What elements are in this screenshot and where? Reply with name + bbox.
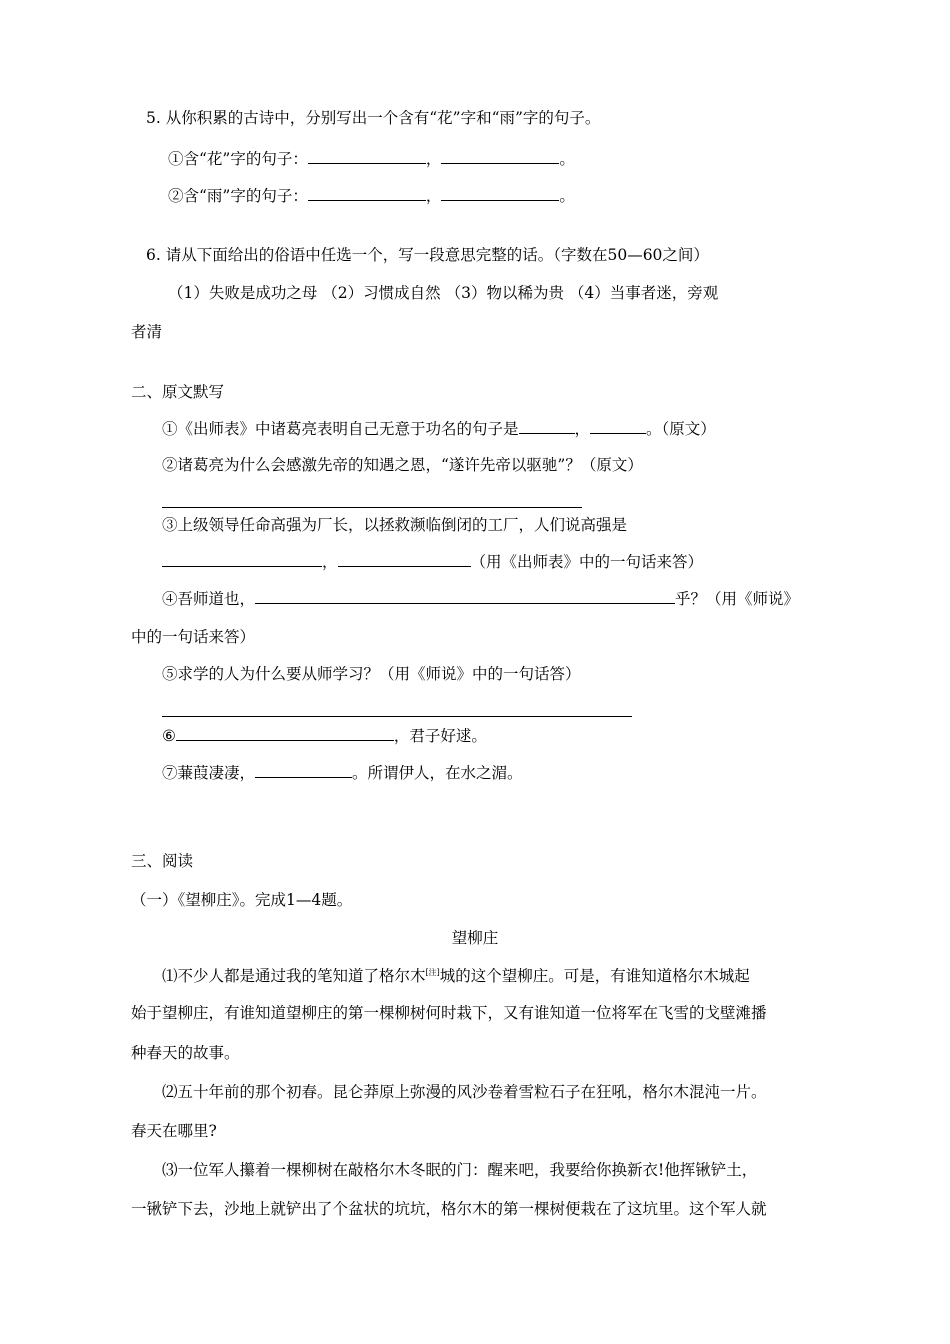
answer-blank[interactable]: [255, 762, 352, 778]
text: 城的这个望柳庄。可是，有谁知道格尔木城起: [439, 967, 750, 985]
answer-blank[interactable]: [308, 185, 426, 201]
answer-blank[interactable]: [338, 551, 471, 567]
q5-stem: 5. 从你积累的古诗中，分别写出一个含有“花”字和“雨”字的句子。: [146, 109, 601, 127]
section-3-heading: 三、阅读: [131, 852, 194, 870]
answer-blank[interactable]: [308, 148, 426, 164]
comma: ，: [574, 420, 591, 438]
footnote-marker: [注]: [425, 968, 440, 977]
comma: ，: [425, 187, 442, 205]
s2-item-3-answer: [162, 551, 703, 572]
period: 。: [559, 187, 575, 205]
answer-blank[interactable]: [255, 588, 675, 604]
passage-title: 望柳庄: [451, 929, 499, 947]
comma: ，: [425, 150, 442, 168]
section-2-heading: 二、原文默写: [131, 383, 225, 401]
answer-blank[interactable]: [590, 418, 646, 434]
q6-options: （1）失败是成功之母 （2）习惯成自然 （3）物以稀为贵 （4）当事者迷，旁观: [168, 284, 719, 302]
s2-item-4-suffix: 乎？（用《师说》: [675, 590, 800, 608]
q5-answer-2-label: ②含“雨”字的句子：: [168, 187, 308, 205]
paragraph-3-line-1: ⑶一位军人攥着一棵柳树在敲格尔木冬眠的门：醒来吧，我要给你换新衣!他挥锹铲土，: [162, 1161, 758, 1179]
s2-item-6-marker: ⑥: [162, 727, 176, 745]
q6-stem: 6. 请从下面给出的俗语中任选一个，写一段意思完整的话。（字数在50—60之间）: [146, 246, 709, 264]
paragraph-2-line-1: ⑵五十年前的那个初春。昆仑莽原上弥漫的风沙卷着雪粒石子在狂吼，格尔木混沌一片。: [162, 1083, 767, 1101]
s2-item-1-suffix: 。（原文）: [646, 420, 716, 438]
q5-answer-1-label: ①含“花”字的句子：: [168, 150, 308, 168]
s2-item-7-suffix: 。所谓伊人，在水之湄。: [352, 764, 523, 782]
answer-blank[interactable]: [162, 551, 322, 567]
paragraph-2-line-2: 春天在哪里?: [131, 1122, 217, 1140]
paragraph-3-line-2: 一锹铲下去，沙地上就铲出了个盆状的坑坑，格尔木的第一棵树便栽在了这坑里。这个军人就: [131, 1200, 767, 1218]
text: ⑴不少人都是通过我的笔知道了格尔木: [162, 967, 426, 985]
paragraph-1-line-3: 种春天的故事。: [131, 1044, 240, 1062]
s2-item-2: ②诸葛亮为什么会感激先帝的知遇之恩，“遂许先帝以驱驰”？（原文）: [162, 456, 643, 474]
q6-options-continued: 者清: [131, 323, 163, 341]
s2-item-6-text: ，君子好逑。: [393, 727, 487, 745]
s2-item-1: [162, 418, 716, 439]
q5-answer-1: [168, 148, 575, 169]
reading-subheading: （一）《望柳庄》。完成1—4题。: [131, 891, 353, 909]
s2-item-3-suffix: （用《出师表》中的一句话来答）: [470, 553, 704, 571]
answer-blank[interactable]: [519, 418, 575, 434]
s2-item-7-text: ⑦蒹葭凄凄，: [162, 764, 256, 782]
s2-item-1-text: ①《出师表》中诸葛亮表明自己无意于功名的句子是: [162, 420, 519, 438]
s2-item-4: [162, 588, 799, 609]
s2-item-7: [162, 762, 523, 783]
s2-item-3: ③上级领导任命高强为厂长，以拯救濒临倒闭的工厂，人们说高强是: [162, 516, 628, 534]
s2-item-4-text: ④吾师道也，: [162, 590, 256, 608]
answer-line[interactable]: [162, 507, 582, 508]
s2-item-5: ⑤求学的人为什么要从师学习？（用《师说》中的一句话答）: [162, 665, 581, 683]
paragraph-1-line-2: 始于望柳庄，有谁知道望柳庄的第一棵柳树何时栽下，又有谁知道一位将军在飞雪的戈壁滩播: [131, 1004, 767, 1022]
answer-blank[interactable]: [441, 148, 559, 164]
answer-line[interactable]: [162, 716, 632, 717]
answer-blank[interactable]: [441, 185, 559, 201]
s2-item-4-continued: 中的一句话来答）: [131, 628, 256, 646]
comma: ，: [322, 553, 338, 571]
q5-answer-2: [168, 185, 575, 206]
period: 。: [559, 150, 575, 168]
paragraph-1-line-1: [162, 963, 750, 986]
answer-blank[interactable]: [176, 725, 394, 741]
s2-item-6: [162, 725, 487, 746]
